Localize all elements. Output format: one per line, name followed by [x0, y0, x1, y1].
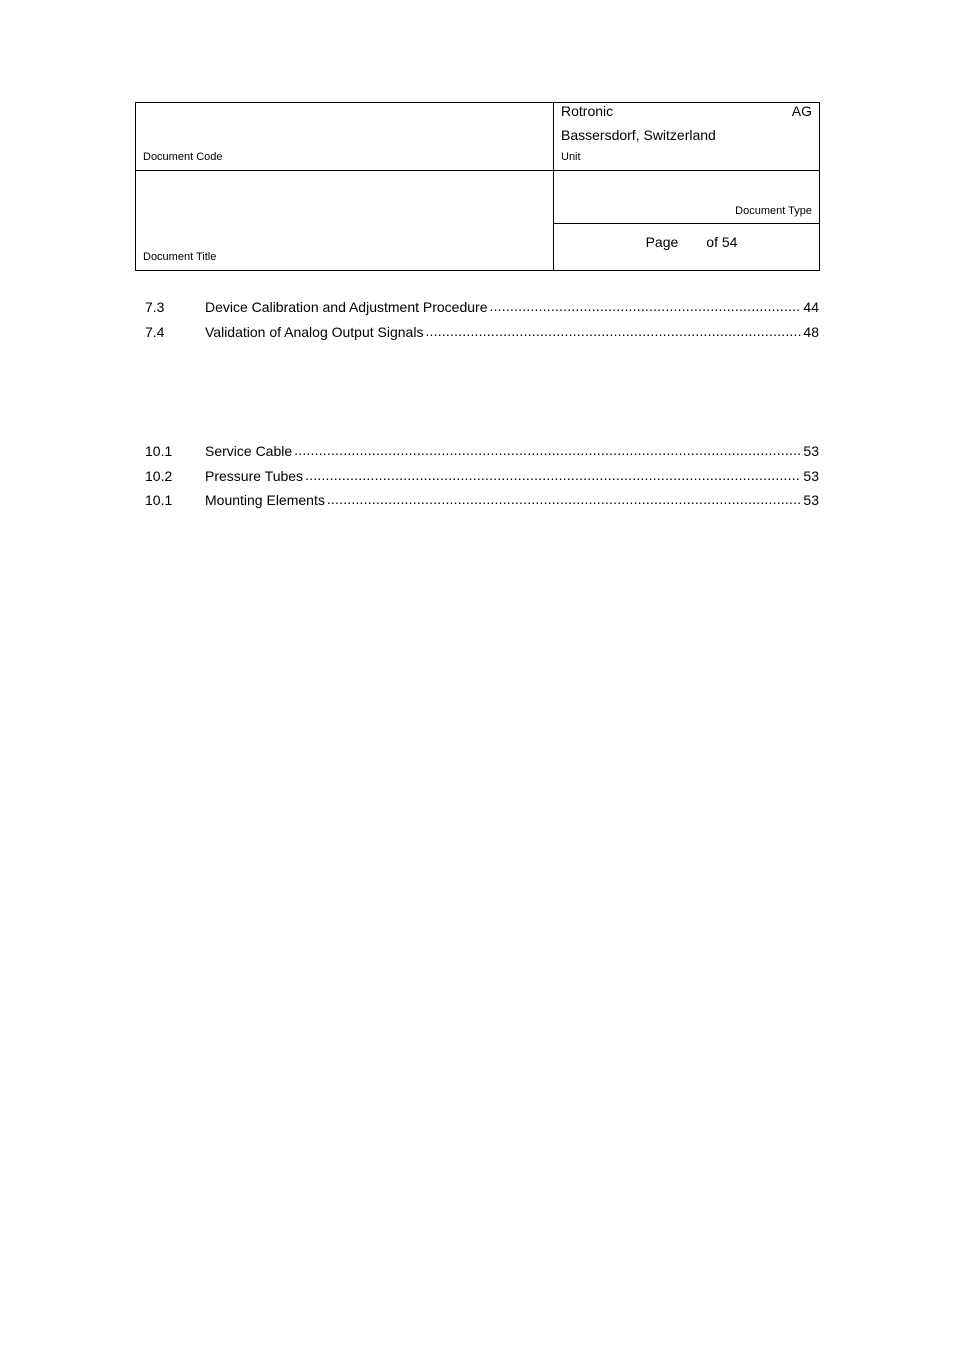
toc-section-7: [145, 299, 819, 348]
document-code-label: Document Code: [143, 151, 223, 164]
document-code-cell: [136, 103, 554, 171]
toc-section-10: [145, 443, 819, 517]
document-type-label: Document Type: [735, 205, 812, 218]
toc-entry[interactable]: [145, 468, 819, 493]
document-type-cell: [554, 171, 820, 224]
unit-label: Unit: [561, 151, 581, 164]
toc-entry-title: Mounting Elements: [205, 492, 325, 508]
toc-entry-number: 10.2: [145, 467, 173, 484]
toc-entry-number: 10.1: [145, 492, 173, 508]
toc-entry[interactable]: [145, 324, 819, 349]
toc-dot-leader: [490, 298, 802, 315]
toc-entry[interactable]: [145, 299, 819, 324]
toc-entry-page: 53: [803, 492, 819, 508]
company-suffix: AG: [791, 103, 812, 119]
toc-entry-title: Service Cable: [205, 443, 293, 459]
toc-entry[interactable]: [145, 443, 819, 468]
unit-cell: [554, 103, 820, 171]
company-line: [561, 103, 812, 120]
toc-dot-leader: [425, 323, 801, 340]
page-number-cell: [554, 224, 820, 271]
toc-entry-page: 53: [803, 467, 819, 484]
toc-entry-title: Device Calibration and Adjustment Procedure: [205, 299, 488, 315]
toc-entry-number: 10.1: [145, 443, 173, 459]
toc-entry-title: Validation of Analog Output Signals: [205, 323, 424, 340]
toc-dot-leader: [327, 491, 802, 508]
toc-dot-leader: [305, 467, 801, 484]
toc-entry-page: 44: [803, 299, 819, 315]
toc-dot-leader: [294, 442, 801, 459]
toc-entry-number: 7.4: [145, 323, 165, 340]
company-location: Bassersdorf, Switzerland: [561, 127, 716, 143]
toc-entry-title: Pressure Tubes: [205, 467, 304, 484]
document-title-label: Document Title: [143, 251, 217, 263]
company-name: Rotronic: [561, 103, 614, 119]
toc-entry[interactable]: [145, 492, 819, 517]
toc-entry-page: 48: [803, 323, 819, 340]
document-title-cell: [136, 171, 554, 271]
toc-entry-page: 53: [803, 443, 819, 459]
page-total: of 54: [706, 234, 738, 251]
page-info: [554, 234, 819, 251]
toc-entry-number: 7.3: [145, 299, 165, 315]
document-header-table: [135, 102, 820, 271]
page-label: Page: [645, 234, 679, 251]
